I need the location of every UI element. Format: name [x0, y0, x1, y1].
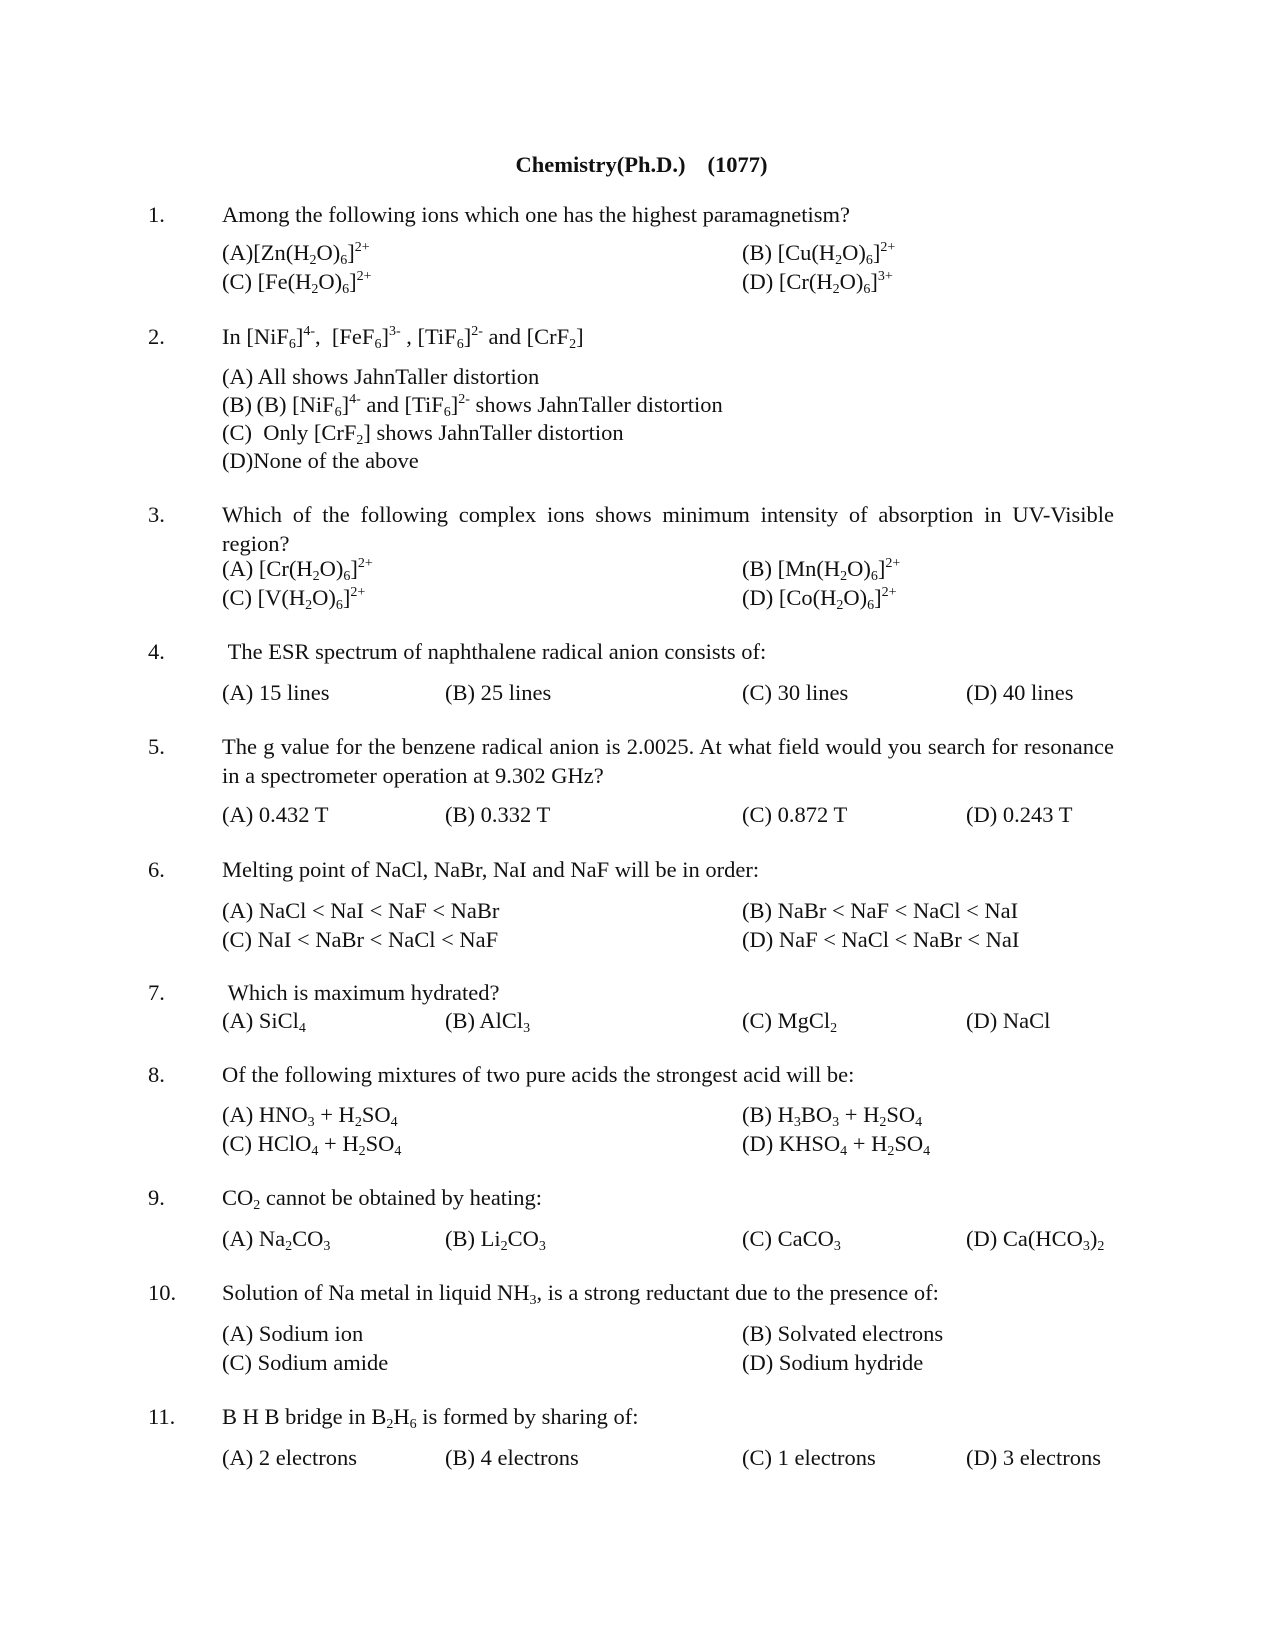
option-a: (A) 0.432 T: [222, 802, 329, 827]
question-text: The ESR spectrum of naphthalene radical anion consists of:: [222, 639, 767, 664]
options-row: [222, 1224, 1122, 1253]
options-row: [222, 800, 1122, 829]
option-b: (B) 0.332 T: [445, 802, 551, 827]
option-c: (C) $[Fe(H_2O)_6]^{2+}$: [222, 269, 372, 297]
options-row: [222, 1443, 1122, 1472]
option-b: (B) Solvated electrons: [742, 1321, 944, 1346]
option-b: (B) (B) $[NiF_6]^{4-}$ and $[TiF_6]^{2-}$ shows JahnTaller distortion: [222, 392, 723, 420]
question-number: 8.: [148, 1062, 165, 1087]
question-text: Which of the following complex ions shows minimum intensity of absorption in UV-Visible region?: [222, 502, 1114, 556]
question-text: Which is maximum hydrated?: [222, 980, 500, 1005]
options-list: [222, 362, 1122, 474]
option-b: (B) $[Cu(H_2O)_6]^{2+}$: [742, 240, 896, 268]
option-d: (D) $Ca(HCO_3)_2$: [966, 1226, 1105, 1254]
options-grid: [222, 1319, 1122, 1377]
option-a: (A) All shows JahnTaller distortion: [222, 364, 540, 389]
option-c: (C) $[V(H_2O)_6]^{2+}$: [222, 585, 366, 613]
option-a: (A) $HNO_3 + H_2SO_4$: [222, 1102, 398, 1130]
option-b: (B) AlCl$_3$: [445, 1008, 531, 1036]
option-b: (B) $[Mn(H_2O)_6]^{2+}$: [742, 556, 901, 584]
option-d: (D) 40 lines: [966, 680, 1074, 705]
question-number: 11.: [148, 1404, 176, 1429]
option-a: (A) $[Cr(H_2O)_6]^{2+}$: [222, 556, 373, 584]
option-c: (C) CaCO$_3$: [742, 1226, 841, 1254]
option-c: (C) 30 lines: [742, 680, 849, 705]
option-c: (C) NaI < NaBr < NaCl < NaF: [222, 927, 499, 952]
question-number: 4.: [148, 639, 165, 664]
question-text: Among the following ions which one has the highest paramagnetism?: [222, 202, 851, 227]
option-a: (A) 2 electrons: [222, 1445, 357, 1470]
subject-title: Chemistry(Ph.D.): [515, 152, 686, 177]
option-a: (A) 15 lines: [222, 680, 330, 705]
question-text: B H B bridge in $B_2H_6$ is formed by sharing of:: [222, 1404, 639, 1432]
option-c: (C) HClO$_4$ + $H_2SO_4$: [222, 1131, 402, 1159]
question-number: 5.: [148, 734, 165, 759]
option-d: (D) $[Cr(H_2O)_6]^{3+}$: [742, 269, 893, 297]
option-b: (B) $H_3BO_3 + H_2SO_4$: [742, 1102, 923, 1130]
option-d: (D) NaF < NaCl < NaBr < NaI: [742, 927, 1020, 952]
question-text: Solution of Na metal in liquid $NH_3$, is a strong reductant due to the presence of:: [222, 1280, 939, 1308]
question-number: 2.: [148, 324, 165, 349]
option-c: (C) Only [CrF$_2$] shows JahnTaller distortion: [222, 420, 624, 448]
option-d: (D) 3 electrons: [966, 1445, 1101, 1470]
options-grid: [222, 1100, 1122, 1158]
question-text: The g value for the benzene radical anion is 2.0025. At what field would you search for resonance in a spectrometer operation at 9.302 GHz?: [222, 734, 1114, 788]
question-number: 7.: [148, 980, 165, 1005]
options-grid: [222, 238, 1122, 296]
option-a: $(A)[Zn(H_2O)_6]^{2+}$: [222, 240, 370, 268]
option-d: (D) NaCl: [966, 1008, 1051, 1033]
subject-code: (1077): [707, 152, 768, 177]
option-d: (D) $KHSO_4 + H_2SO_4$: [742, 1131, 931, 1159]
question-text: Melting point of NaCl, NaBr, NaI and NaF will be in order:: [222, 857, 760, 882]
option-c: (C) 1 electrons: [742, 1445, 876, 1470]
option-b: (B) 25 lines: [445, 680, 552, 705]
options-row: [222, 1006, 1122, 1035]
options-grid: [222, 554, 1122, 612]
option-a: (A) Sodium ion: [222, 1321, 364, 1346]
option-d: (D)None of the above: [222, 448, 419, 473]
option-b: (B) 4 electrons: [445, 1445, 579, 1470]
question-text: Of the following mixtures of two pure acids the strongest acid will be:: [222, 1062, 855, 1087]
option-d: (D) $[Co(H_2O)_6]^{2+}$: [742, 585, 897, 613]
option-d: (D) 0.243 T: [966, 802, 1073, 827]
question-number: 9.: [148, 1185, 165, 1210]
question-number: 3.: [148, 502, 165, 527]
option-a: (A) $Na_2CO_3$: [222, 1226, 331, 1254]
question-text: $CO_2$ cannot be obtained by heating:: [222, 1185, 543, 1213]
option-a: (A) NaCl < NaI < NaF < NaBr: [222, 898, 500, 923]
option-d: (D) Sodium hydride: [742, 1350, 924, 1375]
page-title: [0, 150, 1275, 179]
option-a: (A) SiCl$_4$: [222, 1008, 306, 1036]
question-number: 10.: [148, 1280, 177, 1305]
option-c: (C) MgCl$_2$: [742, 1008, 838, 1036]
question-number: 6.: [148, 857, 165, 882]
option-b: (B) $Li_2CO_3$: [445, 1226, 546, 1254]
question-text: In $[NiF_6]^{4-}$, $[FeF_6]^{3-}$ , $[TiF_6]^{2-}$ and [CrF$_2$]: [222, 324, 584, 352]
option-b: (B) NaBr < NaF < NaCl < NaI: [742, 898, 1019, 923]
option-c: (C) 0.872 T: [742, 802, 848, 827]
question-number: 1.: [148, 202, 165, 227]
options-grid: [222, 896, 1122, 954]
options-row: [222, 678, 1122, 707]
option-c: (C) Sodium amide: [222, 1350, 389, 1375]
